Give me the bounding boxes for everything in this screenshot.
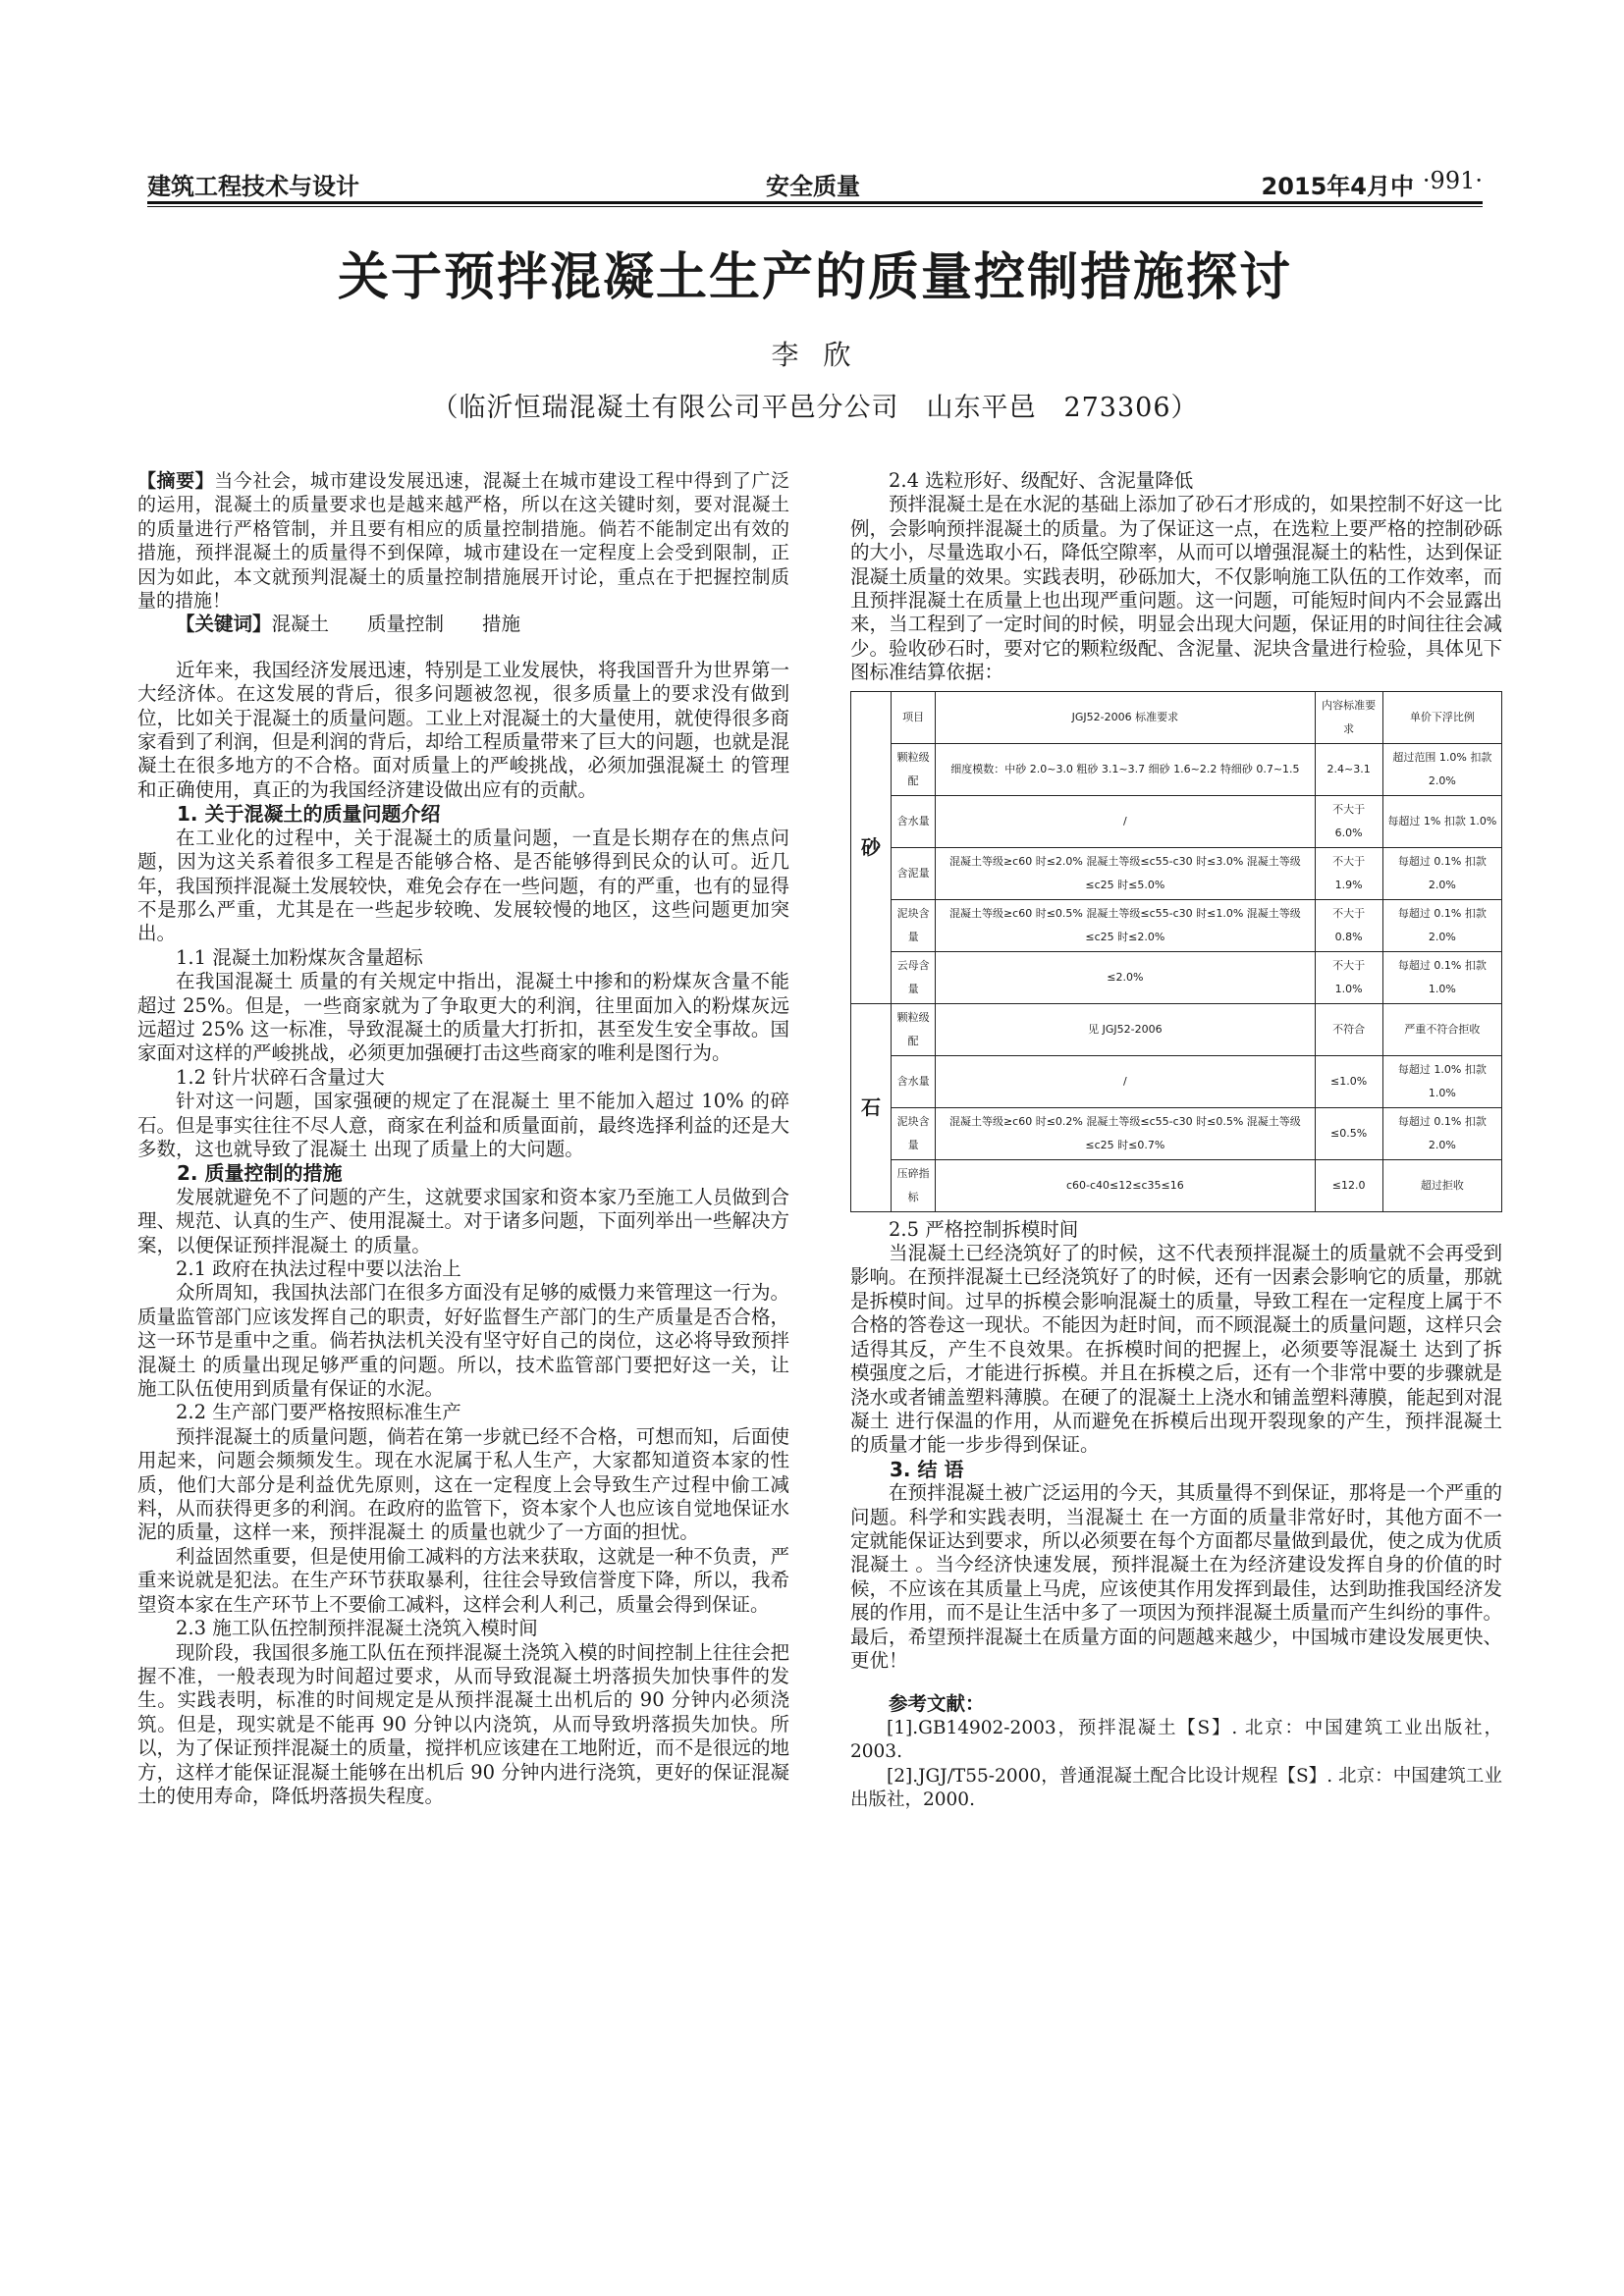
section-2-5-paragraph: 当混凝土已经浇筑好了的时候，这不代表预拌混凝土的质量就不会再受到影响。在预拌混凝土已经浇筑好了的时候，还有一因素会影响它的质量，那就是拆模时间。过早的拆模会影响混凝土的质量，导致工程在一定程度上属于不合格的答卷这一现状。不能因为赶时间，而不顾混凝土的质量问题，这样只会适得其反，产生不良效果。在拆模时间的把握上，必须要等混凝土 达到了拆模强度之后，才能进行拆模。并且在拆模之后，还有一个非常中要的步骤就是浇水或者铺盖塑料薄膜。在硬了的混凝土上浇水和铺盖塑料薄膜，能起到对混凝土 进行保温的作用，从而避免在拆模后出现开裂现象的产生，预拌混凝土的质量才能一步步得到保证。 — [850, 1242, 1502, 1457]
table-row — [851, 899, 1502, 951]
table-row — [851, 1055, 1502, 1107]
table-row — [851, 743, 1502, 795]
running-header — [147, 167, 1483, 206]
issue-date: 2015年4月中 — [1261, 173, 1414, 200]
left-column — [137, 469, 789, 1808]
keywords — [137, 613, 789, 636]
reference-1: [1].GB14902-2003，预拌混凝土【S】. 北京：中国建筑工业出版社，2003. — [850, 1717, 1502, 1763]
table-row — [851, 1003, 1502, 1055]
section-2-2-paragraph-2: 利益固然重要，但是使用偷工减料的方法来获取，这就是一种不负责，严重来说就是犯法。在生产环节获取暴利，往往会导致信誉度下降，所以，我希望资本家在生产环节上不要偷工减料，这样会利人利己，质量会得到保证。 — [137, 1544, 789, 1616]
cell-standard: 混凝土等级≥c60 时≤2.0% 混凝土等级≤c55-c30 时≤3.0% 混凝土等级≤c25 时≤5.0% — [936, 847, 1315, 899]
page-number: ·991· — [1422, 167, 1483, 194]
section-2-1-paragraph: 众所周知，我国执法部门在很多方面没有足够的威慑力来管理这一行为。质量监管部门应该发挥自己的职责，好好监督生产部门的生产质量是否合格，这一环节是重中之重。倘若执法机关没有坚守好自己的岗位，这必将导致预拌混凝土 的质量出现足够严重的问题。所以，技术监管部门要把好这一关，让施工队伍使用到质量有保证的水泥。 — [137, 1281, 789, 1401]
cell-standard: ≤2.0% — [936, 951, 1315, 1003]
cell-item: 颗粒级配 — [892, 1003, 936, 1055]
keywords-label: 【关键词】 — [176, 613, 272, 636]
cell-standard: 见 JGJ52-2006 — [936, 1003, 1315, 1055]
cell-item: 颗粒级配 — [892, 743, 936, 795]
cell-rate: 每超过 1% 扣款 1.0% — [1382, 795, 1501, 847]
section-1-1-heading: 1.1 混凝土加粉煤灰含量超标 — [176, 945, 423, 969]
section-2-heading: 2. 质量控制的措施 — [177, 1161, 343, 1186]
cell-item: 泥块含量 — [892, 1107, 936, 1159]
section-1-paragraph: 在工业化的过程中，关于混凝土的质量问题，一直是长期存在的焦点问题，因为这关系着很多工程是否能够合格、是否能够得到民众的认可。近几年，我国预拌混凝土发展较快，难免会存在一些问题，有的严重，也有的显得不是那么严重，尤其是在一些起步较晚、发展较慢的地区，这些问题更加突出。 — [137, 826, 789, 945]
cell-internal: 不大于 1.0% — [1315, 951, 1382, 1003]
author-name: 李 欣 — [771, 339, 859, 371]
section-1-heading: 1. 关于混凝土的质量问题介绍 — [177, 802, 441, 827]
section-2-4-heading: 2.4 选粒形好、级配好、含泥量降低 — [889, 469, 1194, 492]
cell-standard: / — [936, 1055, 1315, 1107]
cell-rate: 每超过 0.1% 扣款 2.0% — [1382, 1107, 1501, 1159]
header-internal: 内容标准要求 — [1315, 691, 1382, 743]
reference-2: [2].JGJ/T55-2000，普通混凝土配合比设计规程【S】. 北京：中国建筑工业出版社，2000. — [850, 1765, 1502, 1810]
cell-item: 泥块含量 — [892, 899, 936, 951]
cell-standard: 混凝土等级≥c60 时≤0.2% 混凝土等级≤c55-c30 时≤0.5% 混凝土等级≤c25 时≤0.7% — [936, 1107, 1315, 1159]
section-2-3-heading: 2.3 施工队伍控制预拌混凝土浇筑入模时间 — [176, 1617, 538, 1640]
stone-category: 石 — [851, 1003, 892, 1211]
cell-standard: 细度模数：中砂 2.0~3.0 粗砂 3.1~3.7 细砂 1.6~2.2 特细砂 0.7~1.5 — [936, 743, 1315, 795]
cell-rate: 每超过 1.0% 扣款 1.0% — [1382, 1055, 1501, 1107]
table-row — [851, 1107, 1502, 1159]
table-row — [851, 1159, 1502, 1211]
cell-internal: ≤12.0 — [1315, 1159, 1382, 1211]
section-2-2-paragraph-1: 预拌混凝土的质量问题，倘若在第一步就已经不合格，可想而知，后面使用起来，问题会频频发生。现在水泥属于私人生产，大家都知道资本家的性质，他们大部分是利益优先原则，这在一定程度上会导致生产过程中偷工减料，从而获得更多的利润。在政府的监管下，资本家个人也应该自觉地保证水泥的质量，这样一来，预拌混凝土 的质量也就少了一方面的担忧。 — [137, 1424, 789, 1544]
cell-internal: 2.4~3.1 — [1315, 743, 1382, 795]
right-column — [850, 469, 1502, 1812]
section-2-paragraph: 发展就避免不了问题的产生，这就要求国家和资本家乃至施工人员做到合理、规范、认真的生产、使用混凝土。对于诸多问题，下面列举出一些解决方案，以便保证预拌混凝土 的质量。 — [137, 1185, 789, 1256]
section-2-5-heading: 2.5 严格控制拆模时间 — [889, 1217, 1079, 1241]
section-1-2-heading: 1.2 针片状碎石含量过大 — [176, 1065, 385, 1089]
abstract-label: 【摘要】 — [137, 470, 215, 492]
section-2-4-paragraph: 预拌混凝土是在水泥的基础上添加了砂石才形成的，如果控制不好这一比例，会影响预拌混凝土的质量。为了保证这一点，在选粒上要严格的控制砂砾的大小，尽量选取小石，降低空隙率，从而可以增强混凝土的粘性，达到保证混凝土质量的效果。实践表明，砂砾加大，不仅影响施工队伍的工作效率，而且预拌混凝土在质量上也出现严重问题。这一问题，可能短时间内不会显露出来，当工程到了一定时间的时候，明显会出现大问题，保证用的时间往往会减少。验收砂石时，要对它的颗粒级配、含泥量、泥块含量进行检验，具体见下图标准结算依据： — [850, 493, 1502, 684]
header-rate: 单价下浮比例 — [1382, 691, 1501, 743]
section-3-heading: 3. 结 语 — [890, 1457, 964, 1481]
cell-item: 含水量 — [892, 795, 936, 847]
cell-rate: 每超过 0.1% 扣款 2.0% — [1382, 847, 1501, 899]
cell-standard: c60-c40≤12≤c35≤16 — [936, 1159, 1315, 1211]
section-2-2-heading: 2.2 生产部门要严格按照标准生产 — [176, 1401, 461, 1424]
article-title: 关于预拌混凝土生产的质量控制措施探讨 — [337, 247, 1292, 307]
cell-rate: 每超过 0.1% 扣款 1.0% — [1382, 951, 1501, 1003]
abstract — [137, 469, 789, 613]
header-rule-thin — [147, 206, 1483, 207]
keywords-text: 混凝土 质量控制 措施 — [271, 613, 521, 636]
cell-rate: 超过拒收 — [1382, 1159, 1501, 1211]
abstract-text: 当今社会，城市建设发展迅速，混凝土在城市建设工程中得到了广泛的运用，混凝土的质量要求也是越来越严格，所以在这关键时刻，要对混凝土的质量进行严格管制，并且要有相应的质量控制措施。倘若不能制定出有效的措施，预拌混凝土的质量得不到保障，城市建设在一定程度上会受到限制，正因为如此，本文就预判混凝土的质量控制措施展开讨论，重点在于把握控制质量的措施！ — [137, 470, 789, 613]
author-affiliation: （临沂恒瑞混凝土有限公司平邑分公司 山东平邑 273306） — [431, 393, 1199, 423]
cell-internal: ≤0.5% — [1315, 1107, 1382, 1159]
table-row — [851, 795, 1502, 847]
section-2-3-paragraph: 现阶段，我国很多施工队伍在预拌混凝土浇筑入模的时间控制上往往会把握不准，一般表现为时间超过要求，从而导致混凝土坍落损失加快事件的发生。实践表明，标准的时间规定是从预拌混凝土出机后的 90 分钟内必须浇筑。但是，现实就是不能再 90 分钟以内浇筑，从而导致坍落损失加快。所以，为了保证预拌混凝土的质量，搅拌机应该建在工地附近，而不是很远的地方，这样才能保证混凝土能够在出机后 90 分钟内进行浇筑，更好的保证混凝土的使用寿命，降低坍落损失程度。 — [137, 1640, 789, 1807]
cell-rate: 严重不符合拒收 — [1382, 1003, 1501, 1055]
cell-item: 含水量 — [892, 1055, 936, 1107]
cell-rate: 每超过 0.1% 扣款 2.0% — [1382, 899, 1501, 951]
table-row — [851, 951, 1502, 1003]
cell-internal: ≤1.0% — [1315, 1055, 1382, 1107]
cell-rate: 超过范围 1.0% 扣款 2.0% — [1382, 743, 1501, 795]
section-2-1-heading: 2.1 政府在执法过程中要以法治上 — [176, 1257, 461, 1280]
section-name: 安全质量 — [766, 173, 860, 200]
header-rule-thick — [147, 201, 1483, 204]
cell-item: 含泥量 — [892, 847, 936, 899]
references-heading: 参考文献： — [889, 1692, 985, 1716]
cell-internal: 不符合 — [1315, 1003, 1382, 1055]
header-item: 项目 — [892, 691, 936, 743]
cell-standard: / — [936, 795, 1315, 847]
table-row — [851, 847, 1502, 899]
cell-item: 云母含量 — [892, 951, 936, 1003]
cell-standard: 混凝土等级≥c60 时≤0.5% 混凝土等级≤c55-c30 时≤1.0% 混凝土等级≤c25 时≤2.0% — [936, 899, 1315, 951]
sand-category: 砂 — [851, 691, 892, 1003]
section-1-1-paragraph: 在我国混凝土 质量的有关规定中指出，混凝土中掺和的粉煤灰含量不能超过 25%。但是，一些商家就为了争取更大的利润，往里面加入的粉煤灰远远超过 25% 这一标准，导致混凝土的质量大打折扣，甚至发生安全事故。国家面对这样的严峻挑战，必须更加强硬打击这些商家的唯利是图行为。 — [137, 970, 789, 1065]
header-standard: JGJ52-2006 标准要求 — [936, 691, 1315, 743]
cell-item: 压碎指标 — [892, 1159, 936, 1211]
cell-internal: 不大于 6.0% — [1315, 795, 1382, 847]
cell-internal: 不大于 0.8% — [1315, 899, 1382, 951]
cell-internal: 不大于 1.9% — [1315, 847, 1382, 899]
intro-paragraph: 近年来，我国经济发展迅速，特别是工业发展快，将我国晋升为世界第一大经济体。在这发展的背后，很多问题被忽视，很多质量上的要求没有做到位，比如关于混凝土的质量问题。工业上对混凝土的大量使用，就使得很多商家看到了利润，但是利润的背后，却给工程质量带来了巨大的问题，也就是混凝土在很多地方的不合格。面对质量上的严峻挑战，必须加强混凝土 的管理和正确使用，真正的为我国经济建设做出应有的贡献。 — [137, 658, 789, 801]
aggregate-standards-table — [850, 691, 1502, 1212]
journal-name: 建筑工程技术与设计 — [147, 173, 359, 200]
section-1-2-paragraph: 针对这一问题，国家强硬的规定了在混凝土 里不能加入超过 10% 的碎石。但是事实往往不尽人意，商家在利益和质量面前，最终选择利益的还是大多数，这也就导致了混凝土 出现了质量上的大问题。 — [137, 1090, 789, 1160]
table-header-row — [851, 691, 1502, 743]
section-3-paragraph: 在预拌混凝土被广泛运用的今天，其质量得不到保证，那将是一个严重的问题。科学和实践表明，当混凝土 在一方面的质量非常好时，其他方面不一定就能保证达到要求，所以必须要在每个方面都尽量做到最优，使之成为优质混凝土 。当今经济快速发展，预拌混凝土在为经济建设发挥自身的价值的时候，不应该在其质量上马虎，应该使其作用发挥到最佳，达到助推我国经济发展的作用，而不是让生活中多了一项因为预拌混凝土质量而产生纠纷的事件。最后，希望预拌混凝土在质量方面的问题越来越少，中国城市建设发展更快、更优！ — [850, 1481, 1502, 1672]
